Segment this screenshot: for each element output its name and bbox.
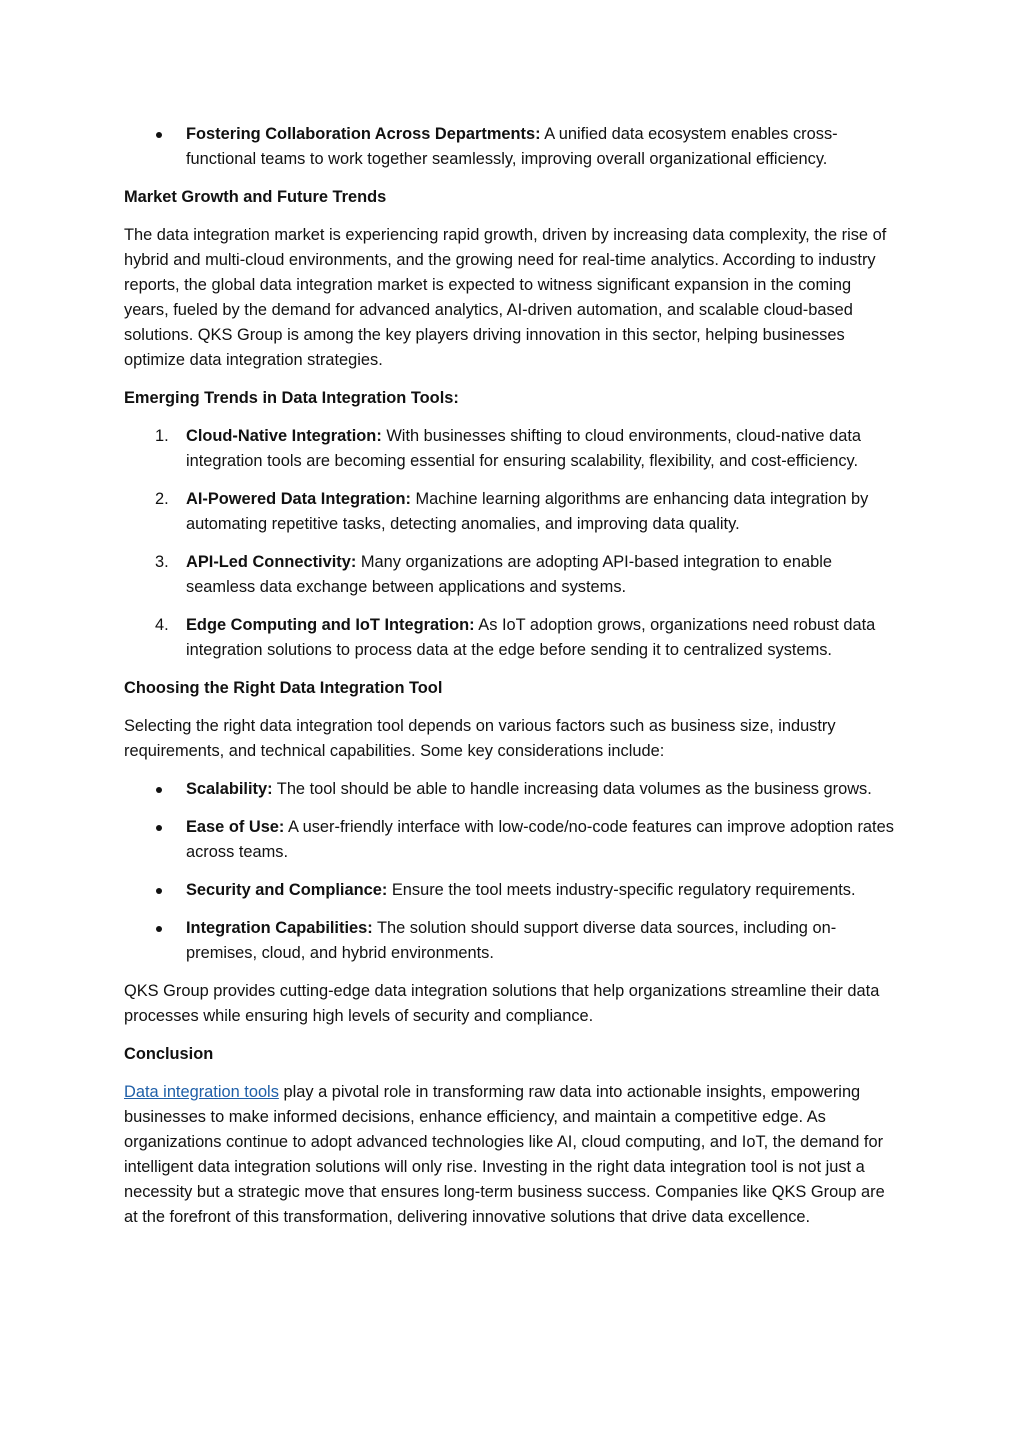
list-item-text: Many organizations are adopting API-based integration to enable seamless data exchange between applications and systems.	[186, 553, 832, 596]
list-item-text: The solution should support diverse data sources, including on-premises, cloud, and hybrid environments.	[186, 919, 837, 962]
list-item-term: Security and Compliance:	[186, 881, 388, 899]
list-item-term: API-Led Connectivity:	[186, 553, 357, 571]
list-item-term: AI-Powered Data Integration:	[186, 490, 411, 508]
list-item-text: With businesses shifting to cloud environments, cloud-native data integration tools are becoming essential for ensuring scalability, flexibility, and cost-efficiency.	[186, 427, 862, 470]
list-item	[155, 550, 899, 600]
list-item-term: Integration Capabilities:	[186, 919, 373, 937]
conclusion-text: play a pivotal role in transforming raw data into actionable insights, empowering businesses to make informed decisions, enhance efficiency, and maintain a competitive edge. As organizations continue to adopt advanced technologies like AI, cloud computing, and IoT, the demand for intelligent data integration solutions will only rise. Investing in the right data integration tool is not just a necessity but a strategic move that ensures long-term business success. Companies like QKS Group are at the forefront of this transformation, delivering innovative solutions that drive data excellence.	[124, 1083, 885, 1226]
market-paragraph: The data integration market is experiencing rapid growth, driven by increasing data complexity, the rise of hybrid and multi-cloud environments, and the growing need for real-time analytics. According to industry reports, the global data integration market is expected to witness significant expansion in the coming years, fueled by the demand for advanced analytics, AI-driven automation, and scalable cloud-based solutions. QKS Group is among the key players driving innovation in this sector, helping businesses optimize data integration strategies.	[124, 226, 887, 369]
choosing-intro-paragraph: Selecting the right data integration tool depends on various factors such as business size, industry requirements, and technical capabilities. Some key considerations include:	[124, 717, 836, 760]
list-item-term: Fostering Collaboration Across Departments:	[186, 125, 541, 143]
list-item-text: A user-friendly interface with low-code/no-code features can improve adoption rates across teams.	[186, 818, 894, 861]
list-number: 3.	[155, 553, 169, 571]
choosing-closing-paragraph: QKS Group provides cutting-edge data integration solutions that help organizations streamline their data processes while ensuring high levels of security and compliance.	[124, 982, 880, 1025]
section-heading-choosing: Choosing the Right Data Integration Tool	[124, 679, 443, 697]
list-item-term: Ease of Use:	[186, 818, 285, 836]
list-item-term: Scalability:	[186, 780, 273, 798]
considerations-bullet-list	[124, 777, 899, 966]
list-number: 4.	[155, 616, 169, 634]
section-heading-trends: Emerging Trends in Data Integration Tools:	[124, 389, 459, 407]
document-page	[124, 122, 899, 1243]
data-integration-tools-link[interactable]: Data integration tools	[124, 1083, 279, 1101]
top-bullet-list	[124, 122, 899, 172]
conclusion-paragraph	[124, 1080, 899, 1230]
list-item	[155, 424, 899, 474]
list-item-term: Cloud-Native Integration:	[186, 427, 382, 445]
list-item	[186, 777, 899, 802]
list-number: 1.	[155, 427, 169, 445]
section-heading-market: Market Growth and Future Trends	[124, 188, 387, 206]
list-item	[186, 878, 899, 903]
list-item	[186, 122, 899, 172]
section-heading-conclusion: Conclusion	[124, 1045, 214, 1063]
list-item	[155, 487, 899, 537]
list-item-term: Edge Computing and IoT Integration:	[186, 616, 475, 634]
list-item	[186, 815, 899, 865]
list-item-text: As IoT adoption grows, organizations need robust data integration solutions to process data at the edge before sending it to centralized systems.	[186, 616, 876, 659]
list-item	[186, 916, 899, 966]
list-item-text: A unified data ecosystem enables cross-functional teams to work together seamlessly, improving overall organizational efficiency.	[186, 125, 838, 168]
list-number: 2.	[155, 490, 169, 508]
list-item-text: Machine learning algorithms are enhancing data integration by automating repetitive tasks, detecting anomalies, and improving data quality.	[186, 490, 869, 533]
list-item-text: Ensure the tool meets industry-specific regulatory requirements.	[387, 881, 856, 899]
list-item-text: The tool should be able to handle increasing data volumes as the business grows.	[272, 780, 872, 798]
trends-numbered-list	[124, 424, 899, 663]
list-item	[155, 613, 899, 663]
